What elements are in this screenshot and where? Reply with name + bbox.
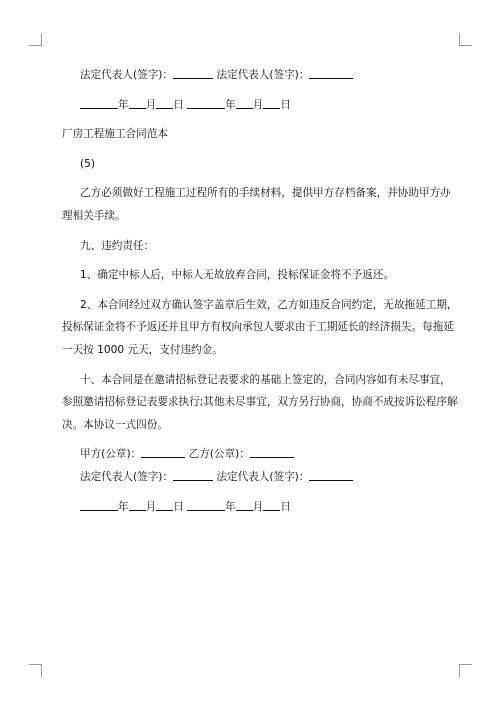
crop-mark-top-right — [459, 33, 472, 46]
date-month-blank-b[interactable] — [236, 498, 253, 511]
party-a-seal-blank[interactable] — [141, 445, 185, 458]
signature-label-a: 法定代表人(签字)： — [80, 470, 174, 483]
clause-line: 参照邀请招标登记表要求执行;其他未尽事宜，双方另行协商，协商不成按诉讼程序解 — [62, 396, 458, 409]
crop-mark-top-left — [29, 33, 42, 46]
crop-mark-bottom-right — [459, 664, 472, 677]
date-year-label: 年 — [118, 500, 129, 513]
seal-line — [62, 443, 446, 466]
clause-line: 1、确定中标人后，中标人无故放弃合同，投标保证金将不予返还。 — [80, 269, 394, 282]
date-day-label: 日 — [173, 500, 184, 513]
party-b-seal-label: 乙方(公章)： — [188, 448, 250, 461]
date-day-blank-b[interactable] — [263, 498, 280, 511]
date-year-blank-b[interactable] — [187, 96, 225, 109]
date-month-label: 月 — [145, 500, 157, 513]
date-day-label: 日 — [280, 500, 291, 513]
date-day-label: 日 — [173, 98, 184, 111]
date-year-label: 年 — [118, 98, 129, 111]
date-month-label: 月 — [252, 98, 264, 111]
date-year-label: 年 — [225, 500, 236, 513]
signature-line-2 — [62, 466, 446, 489]
date-day-blank-b[interactable] — [263, 96, 280, 109]
clause-line: 十、本合同是在邀请招标登记表要求的基础上签定的，合同内容如有未尽事宜， — [80, 373, 451, 386]
signature-label-b: 法定代表人(签字)： — [216, 69, 310, 81]
date-day-blank-a[interactable] — [156, 96, 173, 109]
clause-line: 投标保证金将不予返还并且甲方有权向承包人要求由于工期延长的经济损失。每拖延 — [62, 321, 454, 334]
date-month-blank-a[interactable] — [129, 96, 146, 109]
party-b-seal-blank[interactable] — [250, 445, 294, 458]
signature-blank-b[interactable] — [309, 66, 353, 79]
item-number: (5) — [80, 157, 96, 170]
date-year-blank-a[interactable] — [80, 96, 118, 109]
date-day-blank-a[interactable] — [156, 498, 173, 511]
signature-blank-a[interactable] — [173, 468, 213, 481]
clause-line: 2、本合同经过双方确认签字盖章后生效，乙方如违反合同约定，无故拖延工期， — [80, 298, 458, 311]
section-heading: 九、违约责任： — [80, 239, 155, 252]
date-line-2 — [62, 496, 446, 519]
party-a-seal-label: 甲方(公章)： — [80, 448, 142, 461]
signature-label-a: 法定代表人(签字)： — [80, 69, 174, 81]
date-month-blank-a[interactable] — [129, 498, 146, 511]
document-body — [62, 64, 458, 518]
clause-line: 决。本协议一式四份。 — [62, 418, 168, 431]
date-day-label: 日 — [280, 98, 291, 111]
date-line-1 — [62, 94, 446, 117]
signature-blank-a[interactable] — [173, 66, 213, 79]
signature-blank-b[interactable] — [309, 468, 353, 481]
date-year-blank-a[interactable] — [80, 498, 118, 511]
date-month-blank-b[interactable] — [236, 96, 253, 109]
paragraph-line: 理相关手续。 — [62, 209, 126, 222]
signature-label-b: 法定代表人(签字)： — [216, 470, 310, 483]
date-year-label: 年 — [225, 98, 236, 111]
clause-line: 一天按 1000 元天，支付违约金。 — [62, 343, 223, 356]
date-year-blank-b[interactable] — [187, 498, 225, 511]
date-month-label: 月 — [252, 500, 264, 513]
crop-mark-bottom-left — [29, 664, 42, 677]
doc-title: 厂房工程施工合同范本 — [62, 128, 168, 141]
signature-line-1 — [62, 64, 446, 87]
paragraph-line: 乙方必须做好工程施工过程所有的手续材料，提供甲方存档备案，并协助甲方办 — [80, 187, 451, 200]
date-month-label: 月 — [145, 98, 157, 111]
